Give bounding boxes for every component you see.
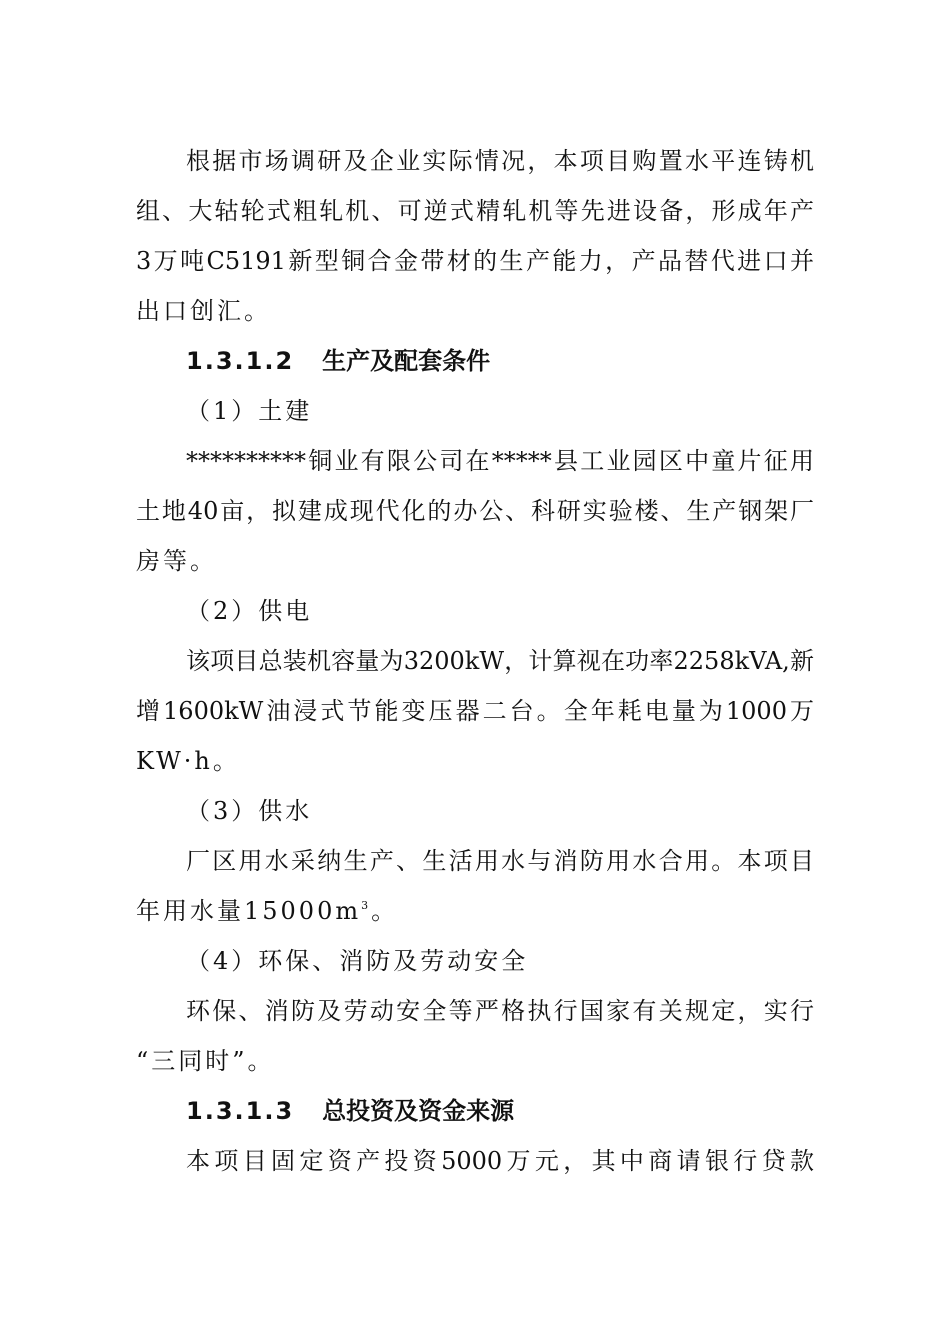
paragraph-line: 土地40亩，拟建成现代化的办公、科研实验楼、生产钢架厂 xyxy=(136,497,814,525)
paragraph-line: 环保、消防及劳动安全等严格执行国家有关规定，实行 xyxy=(186,997,814,1025)
paragraph-line: 该项目总装机容量为3200kW，计算视在功率2258kVA,新 xyxy=(186,647,814,675)
water-volume-text: 年用水量15000m xyxy=(136,897,362,925)
paragraph-line: “三同时”。 xyxy=(136,1047,275,1075)
section-heading xyxy=(186,345,490,377)
section-number: 1.3.1.2 xyxy=(186,347,295,375)
subsection-label: （1）土建 xyxy=(186,397,313,425)
sentence-end: 。 xyxy=(371,897,399,925)
section-number: 1.3.1.3 xyxy=(186,1097,295,1125)
subsection-label: （3）供水 xyxy=(186,797,313,825)
subsection-label: （2）供电 xyxy=(186,597,313,625)
paragraph-line: 组、大轱轮式粗轧机、可逆式精轧机等先进设备，形成年产 xyxy=(136,197,814,225)
paragraph-line: 3万吨C5191新型铜合金带材的生产能力，产品替代进口并 xyxy=(136,247,814,275)
superscript-exponent: 3 xyxy=(361,899,372,912)
paragraph-line xyxy=(136,895,814,927)
paragraph-line: 本项目固定资产投资5000万元，其中商请银行贷款 xyxy=(186,1147,814,1175)
paragraph-line: KW·h。 xyxy=(136,747,240,775)
section-title: 总投资及资金来源 xyxy=(322,1097,515,1125)
paragraph-line: 房等。 xyxy=(136,547,217,575)
paragraph-line: 厂区用水采纳生产、生活用水与消防用水合用。本项目 xyxy=(186,847,814,875)
paragraph-line: 出口创汇。 xyxy=(136,297,271,325)
section-heading xyxy=(186,1095,514,1127)
paragraph-line: **********铜业有限公司在*****县工业园区中童片征用 xyxy=(186,447,814,475)
paragraph-line: 增1600kW油浸式节能变压器二台。全年耗电量为1000万 xyxy=(136,697,814,725)
section-title: 生产及配套条件 xyxy=(322,347,491,375)
subsection-label: （4）环保、消防及劳动安全 xyxy=(186,947,529,975)
paragraph-line: 根据市场调研及企业实际情况，本项目购置水平连铸机 xyxy=(186,147,814,175)
